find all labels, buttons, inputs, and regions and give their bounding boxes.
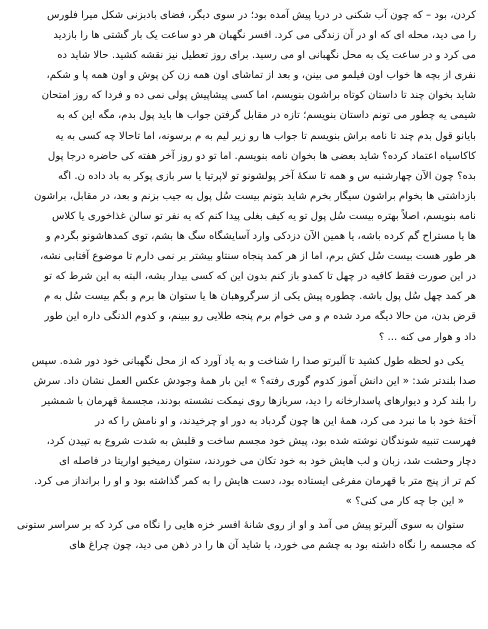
text-line: بایانو قول بدم چند تا نامه براش بنویسم تا جواب ها رو زیر لیم به م برسونه، اما تاحالا چه کسی به یه [55,130,476,142]
text-line: ها یا مستراح گم کرده باشه، یا همین الآن دزدکی وارد آسایشگاه سگ ها بشم، توی کمدهاشونو بگردم و [45,231,476,243]
text-line: بازداشتی ها بخوام براشون سیگار بخرم شاید بتونم بیست سُل پول به جیب بزنم و بعد، در مقابل، براشون [33,190,476,202]
text-line: یکی دو لحظه طول کشید تا آلبرتو صدا را شناخت و به یاد آورد که از محل نگهبانی خود دور شده. سپس [31,355,464,367]
text-line: نفری از بچه ها خواب اون فیلمو می بینن، و بعد از تماشای اون همه زن کن پوش و اون همه پا و شکم، [46,70,476,82]
text-line: شاید بخوان چند تا داستان کوتاه براشون بنویسم، اما کسی پیشاپیش پولی نمی ده و فردا که روز امتحان [41,90,476,102]
text-line: داد و هوار می کنه ... ؟ [378,331,476,343]
text-line: آختهٔ خود با ما نبرد می کرد، همهٔ این ها چون گردباد به دور او چرخیدند، و او نامش را که در [95,415,476,427]
text-line: صدا بلندتر شد: « این دانش آموز کدوم گوری رفته؟ » این بار همهٔ وجودش عکس العمل نشان داد. سرش [33,375,476,387]
text-line: دچار وحشت شد، زبان و لب هایش خود به خود تکان می خوردند، ستوان رمیخیو اواریتا در فاصله ای [58,456,476,468]
text-line: قرض بدن، من حالا دیگه مرد شده م و می خوام برم پنجه طلایی رو ببینم، و کدوم الدنگی داره این طور [44,311,476,323]
paragraph-3 [12,516,476,556]
text-line: را بلند کرد و دیوارهای پاسدارخانه را دید، سربازها روی نیمکت نشسته بودند، مجسمهٔ قهرمان با شمشیر [41,395,476,407]
text-line: کاکاسیاه اعتماد کرده؟ شاید بعضی ها بخوان نامه بنویسم. اما تو دو روز آخر هفته کی حاضره درجا پول [47,150,476,162]
text-line: نامه بنویسم، اصلاً بهتره بیست سُل پول تو یه کیف بغلی پیدا کنم که یه نفر تو سالن غذاخوری یا کلاس [51,210,476,222]
text-line: هر کمد چهل سُل پول باشه. چطوره پیش یکی از سرگروهبان ها یا ستوان ها برم و بگم بیست سُل به م [44,291,476,303]
text-line: هر طور هست بیست سُل کش برم، اما از هر کمد پنجاه سنتاو بیشتر بر نمی دارم تا موضوع آفتابی نشه، [39,251,476,263]
paragraph-2 [12,352,476,513]
text-line: کم تر از پنج متر با قهرمان مفرغی ایستاده بود، دست هایش را به کمر گذاشته بود و او را برانداز می کرد. [33,476,476,488]
text-line: « این جا چه کار می کنی؟ » [345,496,464,508]
text-line: در این صورت فقط کافیه در چهل تا کمدو باز کنم بدون این که کسی بیدار بشه، البته به این شرط که تو [44,271,476,283]
text-line: را می دید، محله ای که او در آن زندگی می کرد. افسر نگهبان هر دو ساعت یک بار گشتی ها را بازدید [53,30,476,42]
text-line: فهرست تنبیه شوندگان نوشته شده بود، پیش خود مجسم ساخت و قلبش به شدت شروع به تپیدن کرد، [46,435,476,447]
text-line: می کرد و در ساعت یک به محل نگهبانی او می رسید. برای روز تعطیل نیز نقشه کشید. حالا شاید ده [57,50,476,62]
text-line: شیمی یه چطور می تونم داستان بنویسم؛ تازه در مقابل گرفتن جواب ها باید پول بدم، مگه این که به [56,110,476,122]
text-line: بده؟ چون الآن چهارشنبه س و همه تا سکهٔ آخر پولشونو تو لاپرتیا یا سر بازی پوکر به باد داده ن. اگه [57,170,476,182]
text-line: کردن، بود – که چون آب شکنی در دریا پیش آمده بود؛ در سوی دیگر، فضای بادبزنی شکل میرا فلورس [46,10,476,21]
paragraph-1 [12,6,476,348]
text-line: ستوان به سوی آلبرتو پیش می آمد و او از روی شانهٔ افسر خزه هایی را نگاه می کرد که بر سراسر ستونی [16,520,464,532]
text-line: که مجسمه را نگاه داشته بود به چشم می خورد، یا شاید آن ها را در ذهن می دید، چون چراغ های [69,540,476,552]
